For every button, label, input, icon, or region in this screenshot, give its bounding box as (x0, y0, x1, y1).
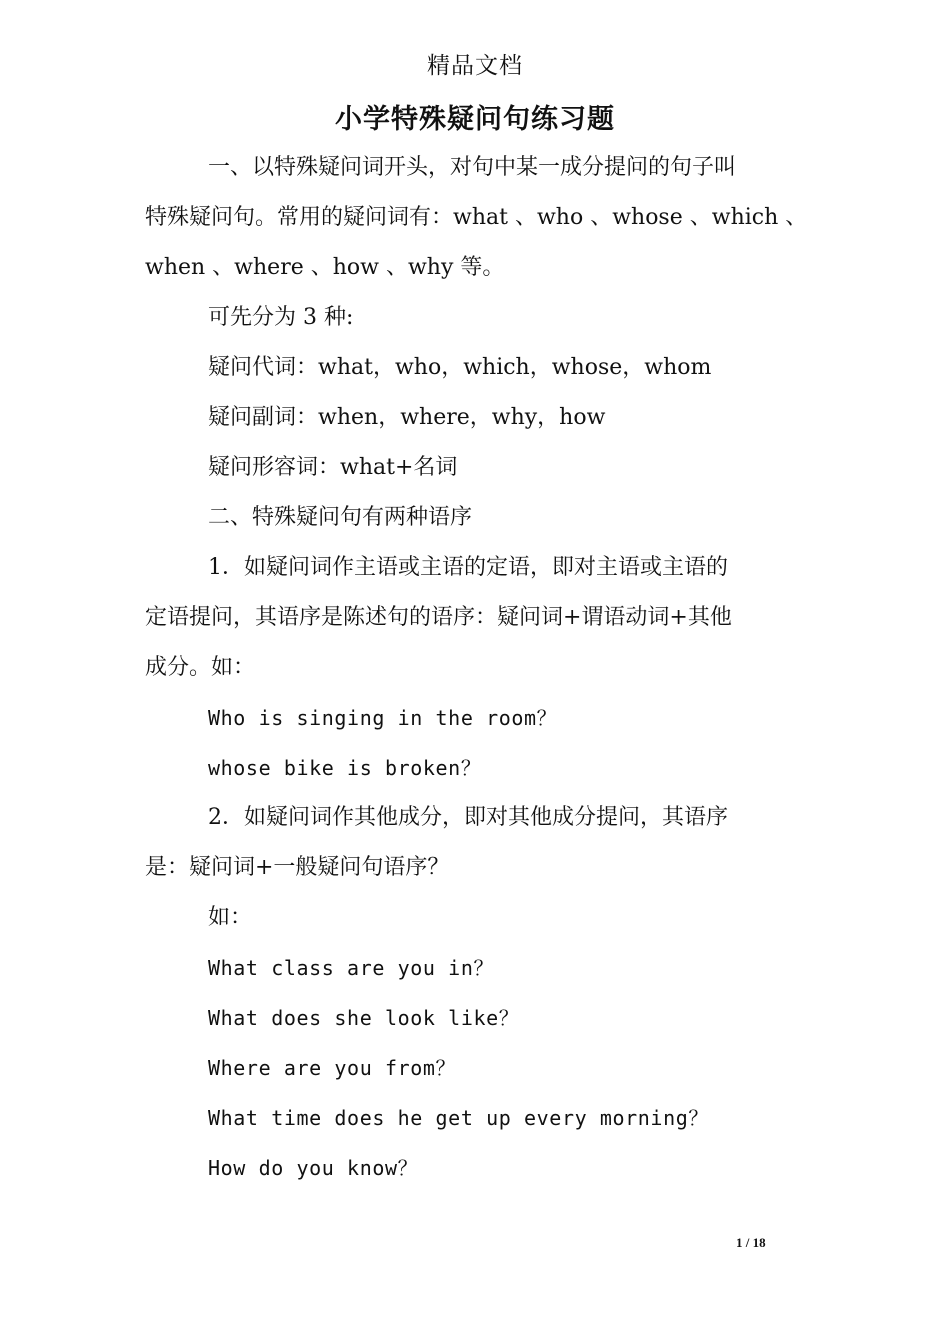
paragraph-line: 是：疑问词+一般疑问句语序？ (145, 855, 450, 880)
page-number: 1 / 18 (736, 1235, 766, 1250)
example-sentence: What does she look like？ (208, 1006, 520, 1030)
paragraph-line: 疑问代词：what，who，which，whose，whom (208, 355, 712, 380)
paragraph-line: when 、where 、how 、why 等。 (145, 255, 505, 280)
example-sentence: Who is singing in the room？ (208, 706, 558, 730)
paragraph-line: 如： (208, 905, 253, 930)
page-title: 小学特殊疑问句练习题 (335, 104, 615, 135)
paragraph-line: 定语提问，其语序是陈述句的语序：疑问词+谓语动词+其他 (145, 605, 732, 630)
example-sentence: Where are you from？ (208, 1056, 457, 1080)
paragraph-line: 可先分为 3 种: (208, 305, 354, 330)
paragraph-line: 成分。如： (145, 655, 256, 680)
paragraph-line: 特殊疑问句。常用的疑问词有：what 、who 、whose 、which 、 (145, 205, 808, 230)
example-sentence: What class are you in？ (208, 956, 495, 980)
example-sentence: whose bike is broken？ (208, 756, 482, 780)
paragraph-line: 一、以特殊疑问词开头，对句中某一成分提问的句子叫 (208, 155, 737, 180)
page-header: 精品文档 (427, 53, 523, 79)
example-sentence: What time does he get up every morning？ (208, 1106, 709, 1130)
example-sentence: How do you know？ (208, 1156, 419, 1180)
paragraph-line: 疑问形容词：what+名词 (208, 455, 458, 480)
section-heading: 二、特殊疑问句有两种语序 (208, 505, 473, 530)
paragraph-line: 1．如疑问词作主语或主语的定语，即对主语或主语的 (208, 555, 728, 580)
paragraph-line: 疑问副词：when，where，why，how (208, 405, 606, 430)
paragraph-line: 2．如疑问词作其他成分，即对其他成分提问，其语序 (208, 805, 728, 830)
document-body (145, 143, 810, 1193)
